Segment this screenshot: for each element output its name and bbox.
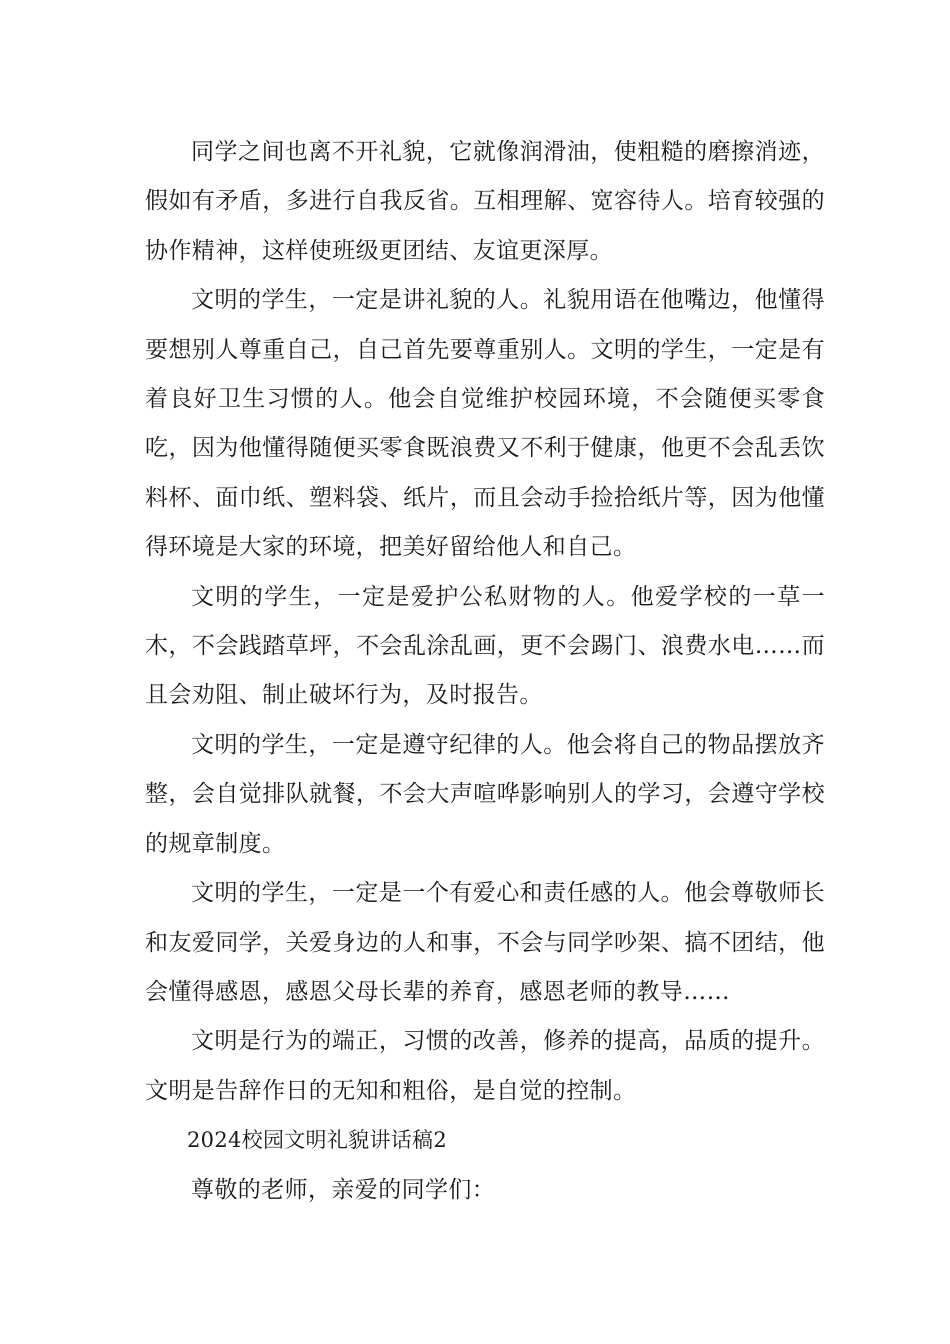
speech-heading: 2024校园文明礼貌讲话稿2 — [187, 1128, 448, 1153]
paragraph-polite-student: 文明的学生，一定是讲礼貌的人。礼貌用语在他嘴边，他懂得要想别人尊重自己，自己首先要尊重别人。文明的学生，一定是有着良好卫生习惯的人。他会自觉维护校园环境，不会随便买零食吃，因为他懂得随便买零食既浪费又不利于健康，他更不会乱丢饮料杯、面巾纸、塑料袋、纸片，而且会动手捡拾纸片等，因为他懂得环境是大家的环境，把美好留给他人和自己。 — [145, 287, 825, 561]
paragraph-classmates-courtesy: 同学之间也离不开礼貌，它就像润滑油，使粗糙的磨擦消迹，假如有矛盾，多进行自我反省。互相理解、宽容待人。培育较强的协作精神，这样使班级更团结、友谊更深厚。 — [145, 139, 825, 264]
paragraph-protect-property: 文明的学生，一定是爱护公私财物的人。他爱学校的一草一木，不会践踏草坪，不会乱涂乱画，更不会踢门、浪费水电……而且会劝阻、制止破坏行为，及时报告。 — [145, 583, 825, 709]
paragraph-obey-discipline: 文明的学生，一定是遵守纪律的人。他会将自己的物品摆放齐整，会自觉排队就餐，不会大声喧哗影响别人的学习，会遵守学校的规章制度。 — [145, 731, 825, 857]
speech-greeting: 尊敬的老师，亲爱的同学们： — [191, 1176, 496, 1203]
paragraph-caring-responsible: 文明的学生，一定是一个有爱心和责任感的人。他会尊敬师长和友爱同学，关爱身边的人和事，不会与同学吵架、搞不团结，他会懂得感恩，感恩父母长辈的养育，感恩老师的教导…… — [145, 880, 825, 1005]
paragraph-civility-summary: 文明是行为的端正，习惯的改善，修养的提高，品质的提升。文明是告辞作日的无知和粗俗，是自觉的控制。 — [145, 1028, 825, 1104]
document-body — [145, 128, 825, 1215]
